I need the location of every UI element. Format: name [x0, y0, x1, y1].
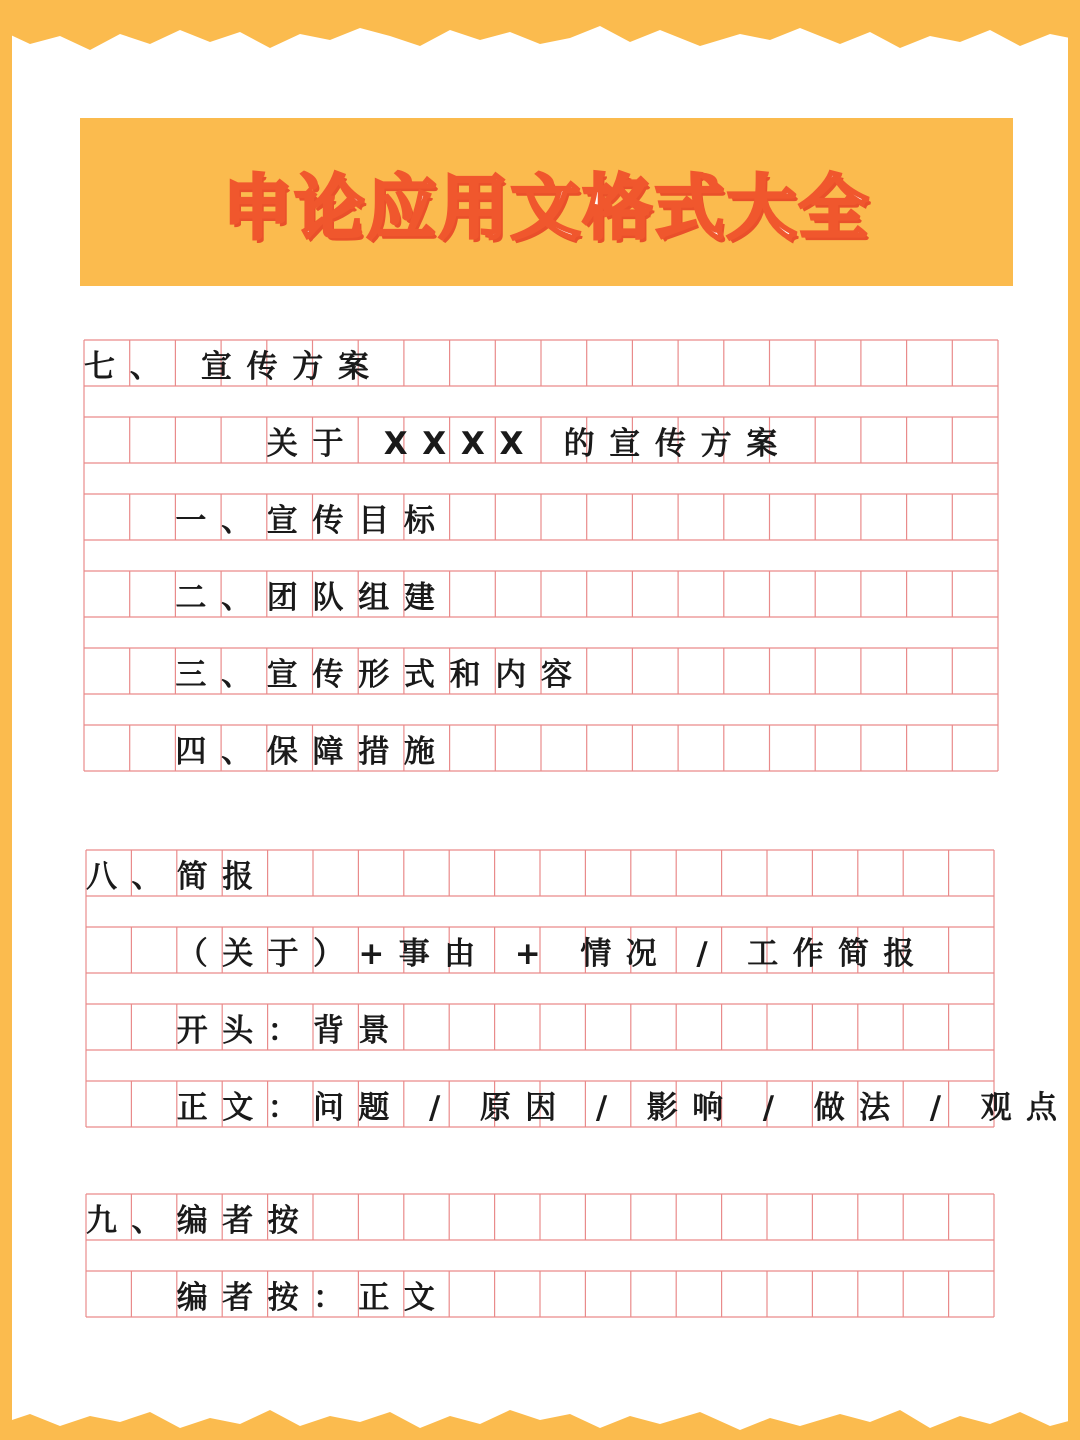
section-editor-note: [86, 1194, 994, 1317]
title-banner: [80, 118, 1013, 286]
section-line: 正文：问题 / 原因 / 影响 / 做法 / 观点: [176, 1089, 1072, 1126]
section-line: 四、保障措施: [175, 733, 450, 770]
torn-paper-top: [0, 0, 1080, 70]
grid-paper: [84, 340, 998, 771]
section-heading: 八、简报: [86, 858, 268, 895]
section-line: 关于 XXXX 的宣传方案: [266, 425, 793, 462]
page-title: 申论应用文格式大全: [222, 166, 871, 249]
section-heading: 九、编者按: [86, 1202, 313, 1239]
section-line: 二、团队组建: [175, 579, 450, 616]
section-line: 三、宣传形式和内容: [175, 656, 587, 693]
section-line: （关于）+事由 + 情况 / 工作简报: [176, 935, 929, 972]
section-line: 开头：背景: [176, 1012, 404, 1049]
section-line: 一、宣传目标: [175, 502, 450, 539]
section-brief-report: [86, 850, 1072, 1127]
section-line: 编者按：正文: [176, 1279, 450, 1316]
torn-paper-bottom: [0, 1390, 1080, 1440]
section-publicity-plan: [84, 340, 998, 771]
section-heading: 七、 宣传方案: [84, 348, 384, 385]
